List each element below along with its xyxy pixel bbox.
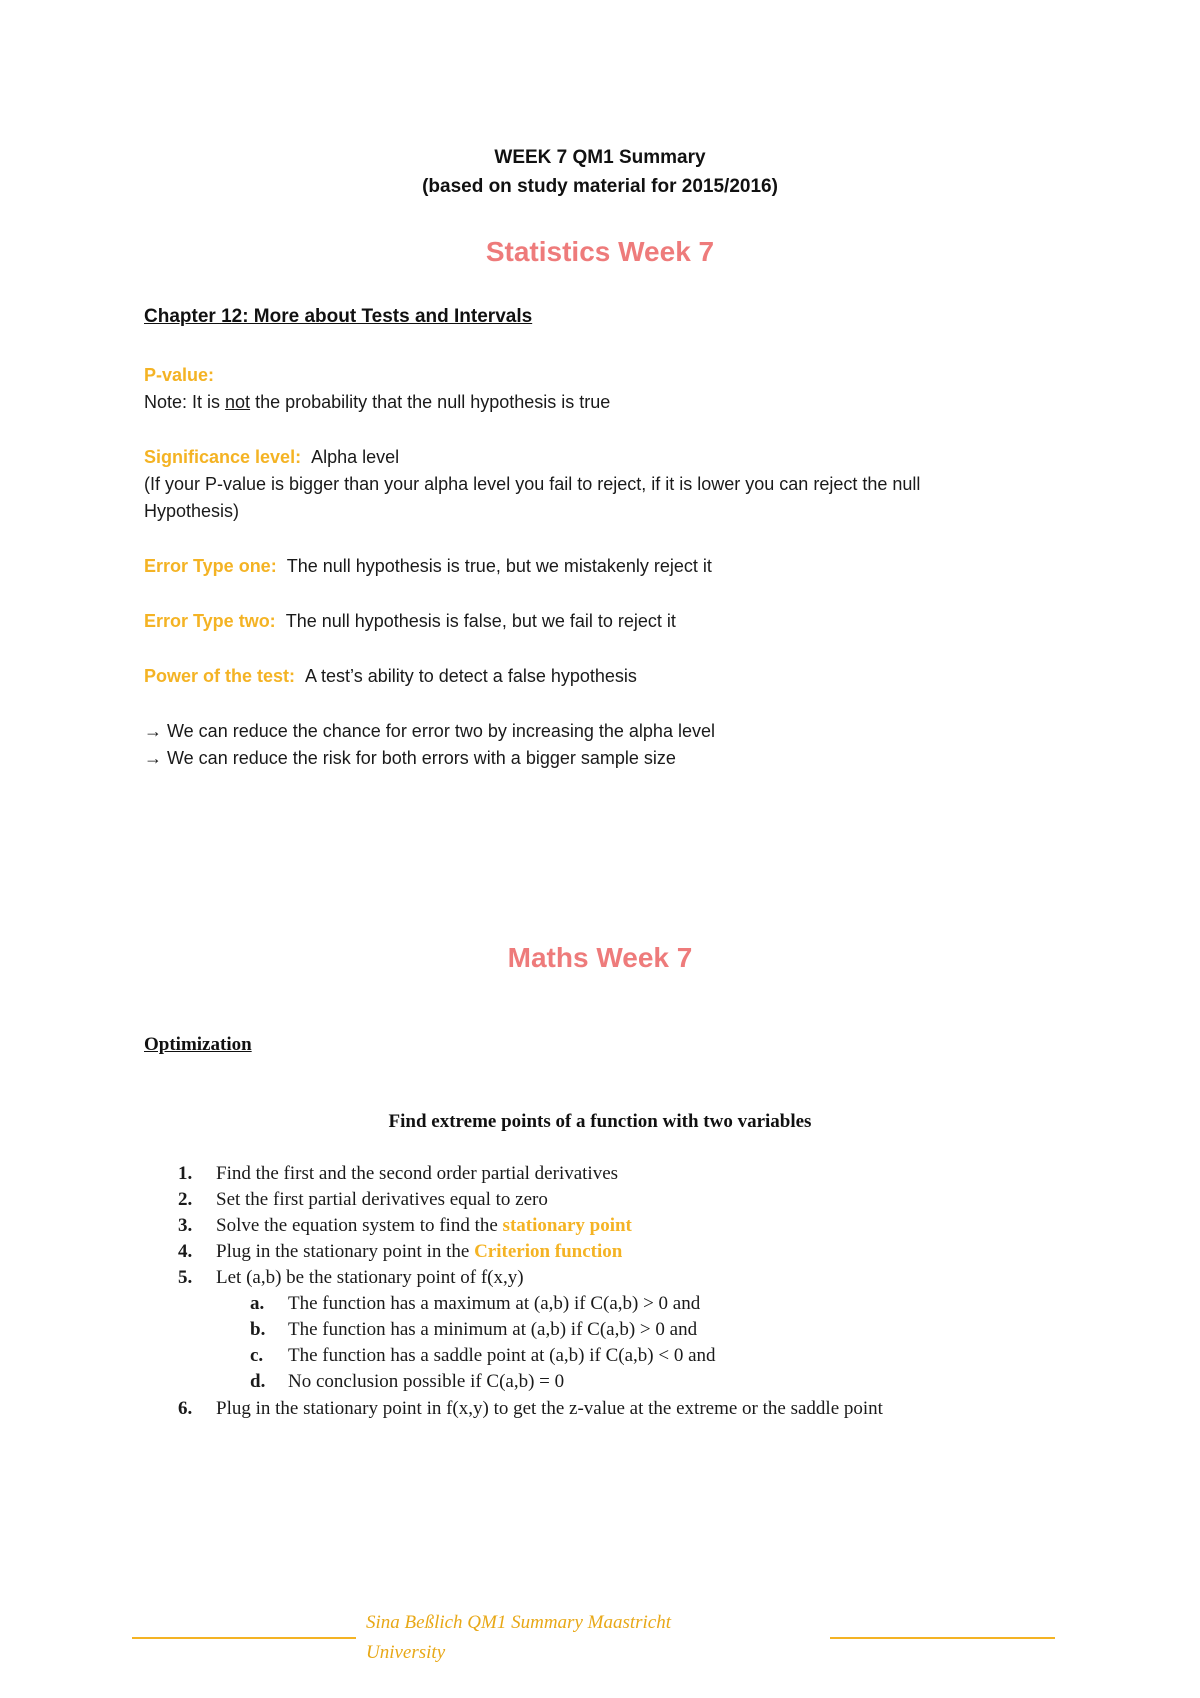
optimization-heading: Optimization: [144, 1034, 252, 1055]
significance-explanation-line1: (If your P-value is bigger than your alpha level you fail to reject, if it is lower you can reject the null: [144, 474, 921, 494]
step-text: [216, 1213, 632, 1239]
substep-letter: c.: [250, 1345, 264, 1366]
significance-label: Significance level:: [144, 447, 302, 467]
footer-author-line2: University: [366, 1642, 446, 1663]
power-definition: A test’s ability to detect a false hypothesis: [305, 666, 637, 686]
arrow-note-2: → We can reduce the risk for both errors with a bigger sample size: [144, 748, 676, 768]
step-text: [216, 1239, 622, 1265]
step-number: 3.: [178, 1215, 193, 1236]
substep-letter: b.: [250, 1319, 266, 1340]
document-subtitle: (based on study material for 2015/2016): [422, 176, 778, 197]
substep-text: The function has a maximum at (a,b) if C(a,b) > 0 and: [288, 1293, 701, 1314]
significance-explanation-line2: Hypothesis): [144, 501, 240, 521]
step-number: 1.: [178, 1163, 193, 1184]
substep-text: The function has a saddle point at (a,b) if C(a,b) < 0 and: [288, 1345, 716, 1366]
substep-text: No conclusion possible if C(a,b) = 0: [288, 1371, 565, 1392]
error-one-label: Error Type one:: [144, 556, 277, 576]
error-one-definition: The null hypothesis is true, but we mistakenly reject it: [286, 556, 712, 576]
p-value-term: [144, 362, 1064, 389]
step-number: 2.: [178, 1189, 193, 1210]
p-value-note-prefix: Note: It is: [144, 392, 226, 412]
significance-level: [144, 444, 1064, 471]
footer-rule-left: [132, 1637, 356, 1639]
step-text-before: Plug in the stationary point in the: [216, 1241, 475, 1262]
arrow-note-1: → We can reduce the chance for error two by increasing the alpha level: [144, 721, 715, 741]
significance-definition: Alpha level: [311, 447, 400, 467]
error-two-label: Error Type two:: [144, 611, 276, 631]
p-value-note-suffix: the probability that the null hypothesis is true: [250, 392, 611, 412]
chapter-heading: Chapter 12: More about Tests and Intervals: [144, 306, 533, 327]
p-value-note: [144, 389, 1064, 416]
substep-letter: d.: [250, 1371, 266, 1392]
maths-section-title: Maths Week 7: [507, 942, 693, 973]
step-number: 5.: [178, 1267, 193, 1288]
document-title: WEEK 7 QM1 Summary: [494, 147, 706, 168]
footer-author-line1: Sina Beßlich QM1 Summary Maastricht: [366, 1612, 672, 1633]
step-text: Set the first partial derivatives equal to zero: [216, 1189, 548, 1210]
step-text: Find the first and the second order partial derivatives: [216, 1163, 619, 1184]
substep-letter: a.: [250, 1293, 265, 1314]
step-text: Plug in the stationary point in f(x,y) to get the z-value at the extreme or the saddle point: [216, 1398, 883, 1419]
p-value-note-emphasis: not: [225, 392, 251, 412]
step-number: 4.: [178, 1241, 193, 1262]
step-text: Let (a,b) be the stationary point of f(x,y): [216, 1267, 524, 1288]
power-of-test: [144, 663, 1064, 690]
stationary-point-term: stationary point: [502, 1215, 632, 1236]
step-text-before: Solve the equation system to find the: [216, 1215, 503, 1236]
error-type-one: [144, 553, 1064, 580]
power-label: Power of the test:: [144, 666, 296, 686]
substep-text: The function has a minimum at (a,b) if C(a,b) > 0 and: [288, 1319, 698, 1340]
p-value-label: P-value:: [144, 365, 215, 385]
footer-rule-right: [830, 1637, 1055, 1639]
error-type-two: [144, 608, 1064, 635]
statistics-section-title: Statistics Week 7: [485, 236, 715, 267]
criterion-function-term: Criterion function: [474, 1241, 623, 1262]
step-number: 6.: [178, 1398, 193, 1419]
steps-title: Find extreme points of a function with two variables: [388, 1111, 812, 1132]
error-two-definition: The null hypothesis is false, but we fail to reject it: [285, 611, 676, 631]
